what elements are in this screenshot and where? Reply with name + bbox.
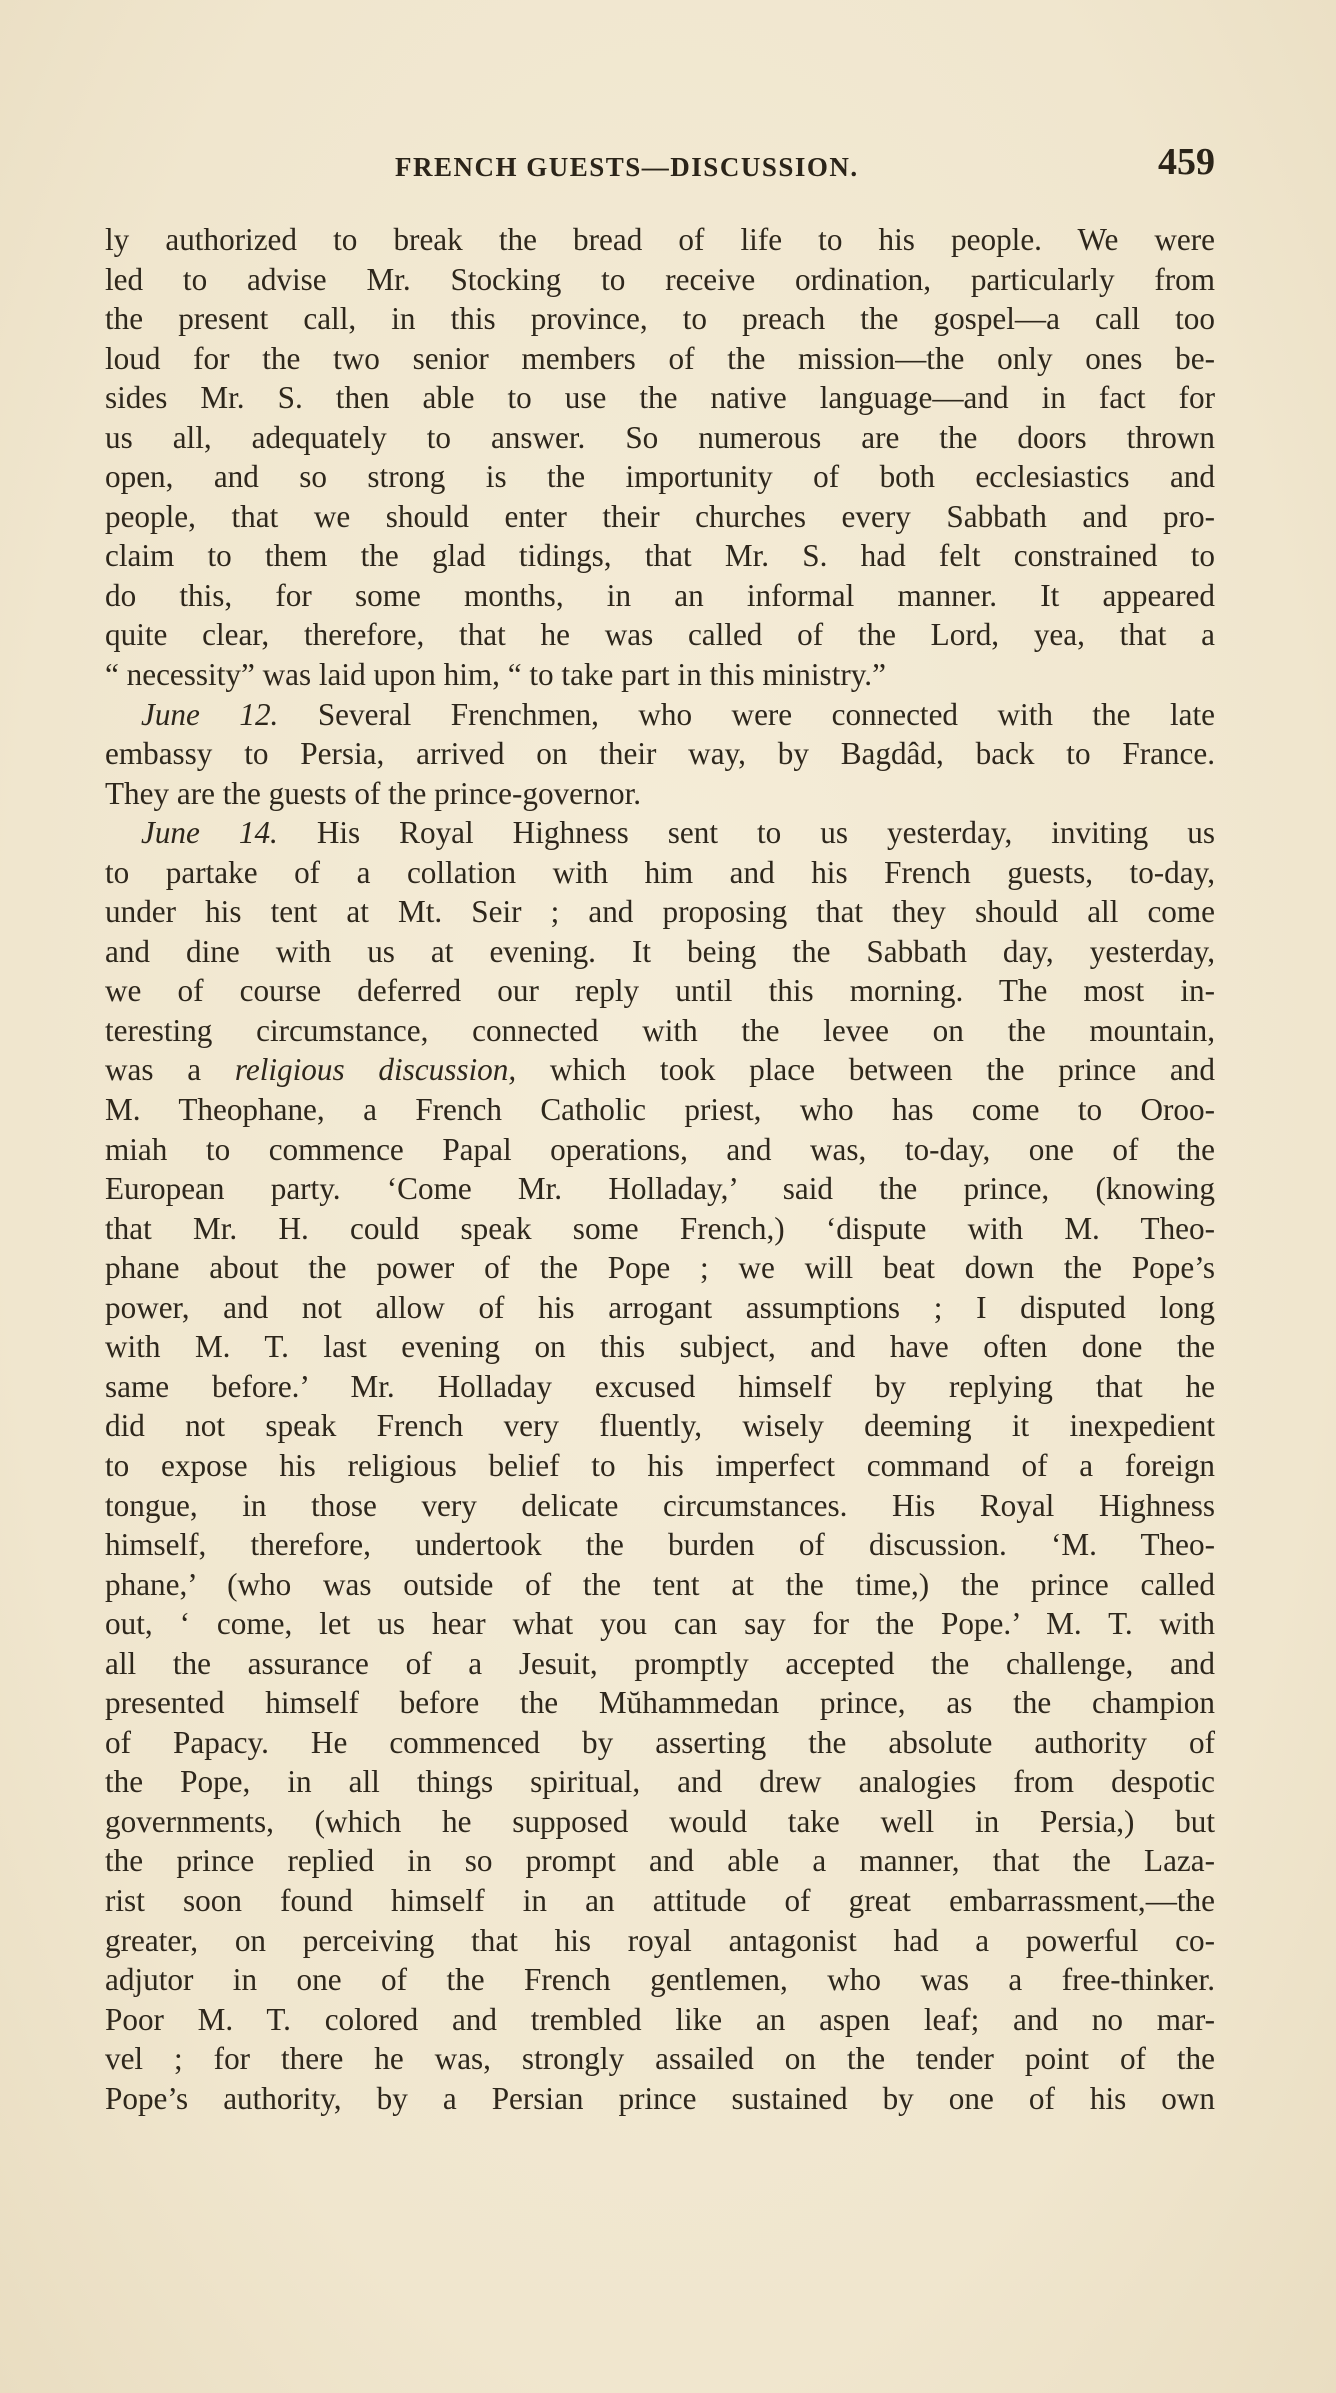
line-text: open, and so strong is the importunity of both ecclesiastics and xyxy=(105,459,1215,495)
line-text: claim to them the glad tidings, that Mr. S. had felt constrained to xyxy=(105,538,1215,574)
line-text: M. Theophane, a French Catholic priest, who has come to Oroo- xyxy=(105,1092,1215,1128)
line-text: of Papacy. He commenced by asserting the absolute authority of xyxy=(105,1724,1215,1760)
line-text: loud for the two senior members of the mission—the only ones be- xyxy=(105,340,1215,376)
text-line xyxy=(105,220,1215,260)
line-text: Pope’s authority, by a Persian prince sustained by one of his own xyxy=(105,2080,1215,2116)
text-line xyxy=(105,892,1215,932)
line-text-pre: was a xyxy=(105,1052,235,1088)
running-head: FRENCH GUESTS—DISCUSSION. xyxy=(395,152,859,182)
line-text: adjutor in one of the French gentlemen, who was a free-thinker. xyxy=(105,1962,1215,1998)
line-text: ly authorized to break the bread of life to his people. We were xyxy=(105,222,1215,257)
text-line xyxy=(105,1960,1215,2000)
line-text: vel ; for there he was, strongly assailed on the tender point of the xyxy=(105,2041,1215,2077)
line-text: do this, for some months, in an informal manner. It appeared xyxy=(105,577,1215,613)
text-line xyxy=(105,1327,1215,1367)
line-text: out, ‘ come, let us hear what you can say for the Pope.’ M. T. with xyxy=(105,1606,1215,1642)
text-line xyxy=(105,1209,1215,1249)
entry-date: June 14. xyxy=(141,815,278,851)
text-line xyxy=(105,1881,1215,1921)
text-line xyxy=(105,1604,1215,1644)
text-line xyxy=(105,1644,1215,1684)
line-text: the present call, in this province, to preach the gospel—a call too xyxy=(105,301,1215,337)
text-line xyxy=(105,655,1215,695)
text-line xyxy=(105,2000,1215,2040)
entry-date: June 12. xyxy=(141,696,279,732)
emphasis-text: religious discussion, xyxy=(234,1052,517,1088)
text-line xyxy=(105,2039,1215,2079)
page-number: 459 xyxy=(1158,141,1215,183)
text-line xyxy=(105,1090,1215,1130)
line-text: power, and not allow of his arrogant assumptions ; I disputed long xyxy=(105,1289,1215,1325)
line-text: phane,’ (who was outside of the tent at the time,) the prince called xyxy=(105,1566,1215,1602)
text-line xyxy=(105,1130,1215,1170)
text-line xyxy=(105,1169,1215,1209)
text-line xyxy=(105,932,1215,972)
text-line xyxy=(105,260,1215,300)
text-line xyxy=(105,813,1215,853)
line-text: sides Mr. S. then able to use the native language—and in fact for xyxy=(105,380,1215,416)
text-line xyxy=(105,1406,1215,1446)
line-text: greater, on perceiving that his royal antagonist had a powerful co- xyxy=(105,1922,1215,1958)
text-line xyxy=(105,971,1215,1011)
line-text: himself, therefore, undertook the burden of discussion. ‘M. Theo- xyxy=(105,1527,1215,1563)
line-text: They are the guests of the prince-governor. xyxy=(105,775,642,811)
text-line xyxy=(105,1446,1215,1486)
line-text: same before.’ Mr. Holladay excused himself by replying that he xyxy=(105,1368,1215,1404)
text-line xyxy=(105,1248,1215,1288)
line-text: “ necessity” was laid upon him, “ to take part in this ministry.” xyxy=(105,657,886,693)
line-text: under his tent at Mt. Seir ; and proposing that they should all come xyxy=(105,894,1215,930)
text-line xyxy=(105,1367,1215,1407)
line-text: to expose his religious belief to his imperfect command of a foreign xyxy=(105,1447,1215,1483)
text-line xyxy=(105,1050,1215,1090)
text-line xyxy=(105,1762,1215,1802)
line-text: people, that we should enter their churches every Sabbath and pro- xyxy=(105,498,1215,534)
body-text xyxy=(105,220,1215,2118)
line-text: Several Frenchmen, who were connected with the late xyxy=(278,696,1216,732)
line-text: His Royal Highness sent to us yesterday, inviting us xyxy=(277,815,1215,851)
line-text: European party. ‘Come Mr. Holladay,’ said the prince, (knowing xyxy=(105,1171,1215,1207)
text-line xyxy=(105,1841,1215,1881)
text-line xyxy=(105,1011,1215,1051)
line-text: which took place between the prince and xyxy=(516,1052,1215,1088)
line-text: rist soon found himself in an attitude of great embarrassment,—the xyxy=(105,1882,1215,1918)
line-text: with M. T. last evening on this subject, and have often done the xyxy=(105,1329,1215,1365)
text-line xyxy=(105,1565,1215,1605)
text-line xyxy=(105,418,1215,458)
line-text: teresting circumstance, connected with the levee on the mountain, xyxy=(105,1012,1215,1048)
text-line xyxy=(105,734,1215,774)
text-line xyxy=(105,457,1215,497)
text-line xyxy=(105,853,1215,893)
line-text: all the assurance of a Jesuit, promptly accepted the challenge, and xyxy=(105,1645,1215,1681)
text-line xyxy=(105,695,1215,735)
text-line xyxy=(105,1921,1215,1961)
line-text: phane about the power of the Pope ; we will beat down the Pope’s xyxy=(105,1250,1215,1286)
text-line xyxy=(105,536,1215,576)
line-text: to partake of a collation with him and his French guests, to-day, xyxy=(105,854,1215,890)
line-text: the Pope, in all things spiritual, and drew analogies from despotic xyxy=(105,1764,1215,1800)
text-line xyxy=(105,615,1215,655)
text-line xyxy=(105,1288,1215,1328)
line-text: and dine with us at evening. It being the Sabbath day, yesterday, xyxy=(105,933,1215,969)
line-text: quite clear, therefore, that he was called of the Lord, yea, that a xyxy=(105,617,1215,653)
text-line xyxy=(105,1525,1215,1565)
line-text: we of course deferred our reply until this morning. The most in- xyxy=(105,973,1215,1009)
text-line xyxy=(105,497,1215,537)
line-text: led to advise Mr. Stocking to receive ordination, particularly from xyxy=(105,261,1215,297)
text-line xyxy=(105,299,1215,339)
line-text: embassy to Persia, arrived on their way, by Bagdâd, back to France. xyxy=(105,736,1215,772)
page-header xyxy=(105,140,1215,190)
line-text: the prince replied in so prompt and able a manner, that the Laza- xyxy=(105,1843,1215,1879)
text-line xyxy=(105,378,1215,418)
line-text: that Mr. H. could speak some French,) ‘dispute with M. Theo- xyxy=(105,1210,1215,1246)
line-text: did not speak French very fluently, wisely deeming it inexpedient xyxy=(105,1408,1215,1444)
text-line xyxy=(105,2079,1215,2119)
text-line xyxy=(105,1683,1215,1723)
text-line xyxy=(105,1486,1215,1526)
text-line xyxy=(105,1723,1215,1763)
line-text: governments, (which he supposed would take well in Persia,) but xyxy=(105,1803,1215,1839)
line-text: Poor M. T. colored and trembled like an aspen leaf; and no mar- xyxy=(105,2001,1215,2037)
line-text: us all, adequately to answer. So numerous are the doors thrown xyxy=(105,419,1215,455)
text-line xyxy=(105,576,1215,616)
text-line xyxy=(105,339,1215,379)
text-line xyxy=(105,1802,1215,1842)
line-text: tongue, in those very delicate circumstances. His Royal Highness xyxy=(105,1487,1215,1523)
line-text: miah to commence Papal operations, and was, to-day, one of the xyxy=(105,1131,1215,1167)
text-line xyxy=(105,774,1215,814)
line-text: presented himself before the Mŭhammedan prince, as the champion xyxy=(105,1685,1215,1721)
